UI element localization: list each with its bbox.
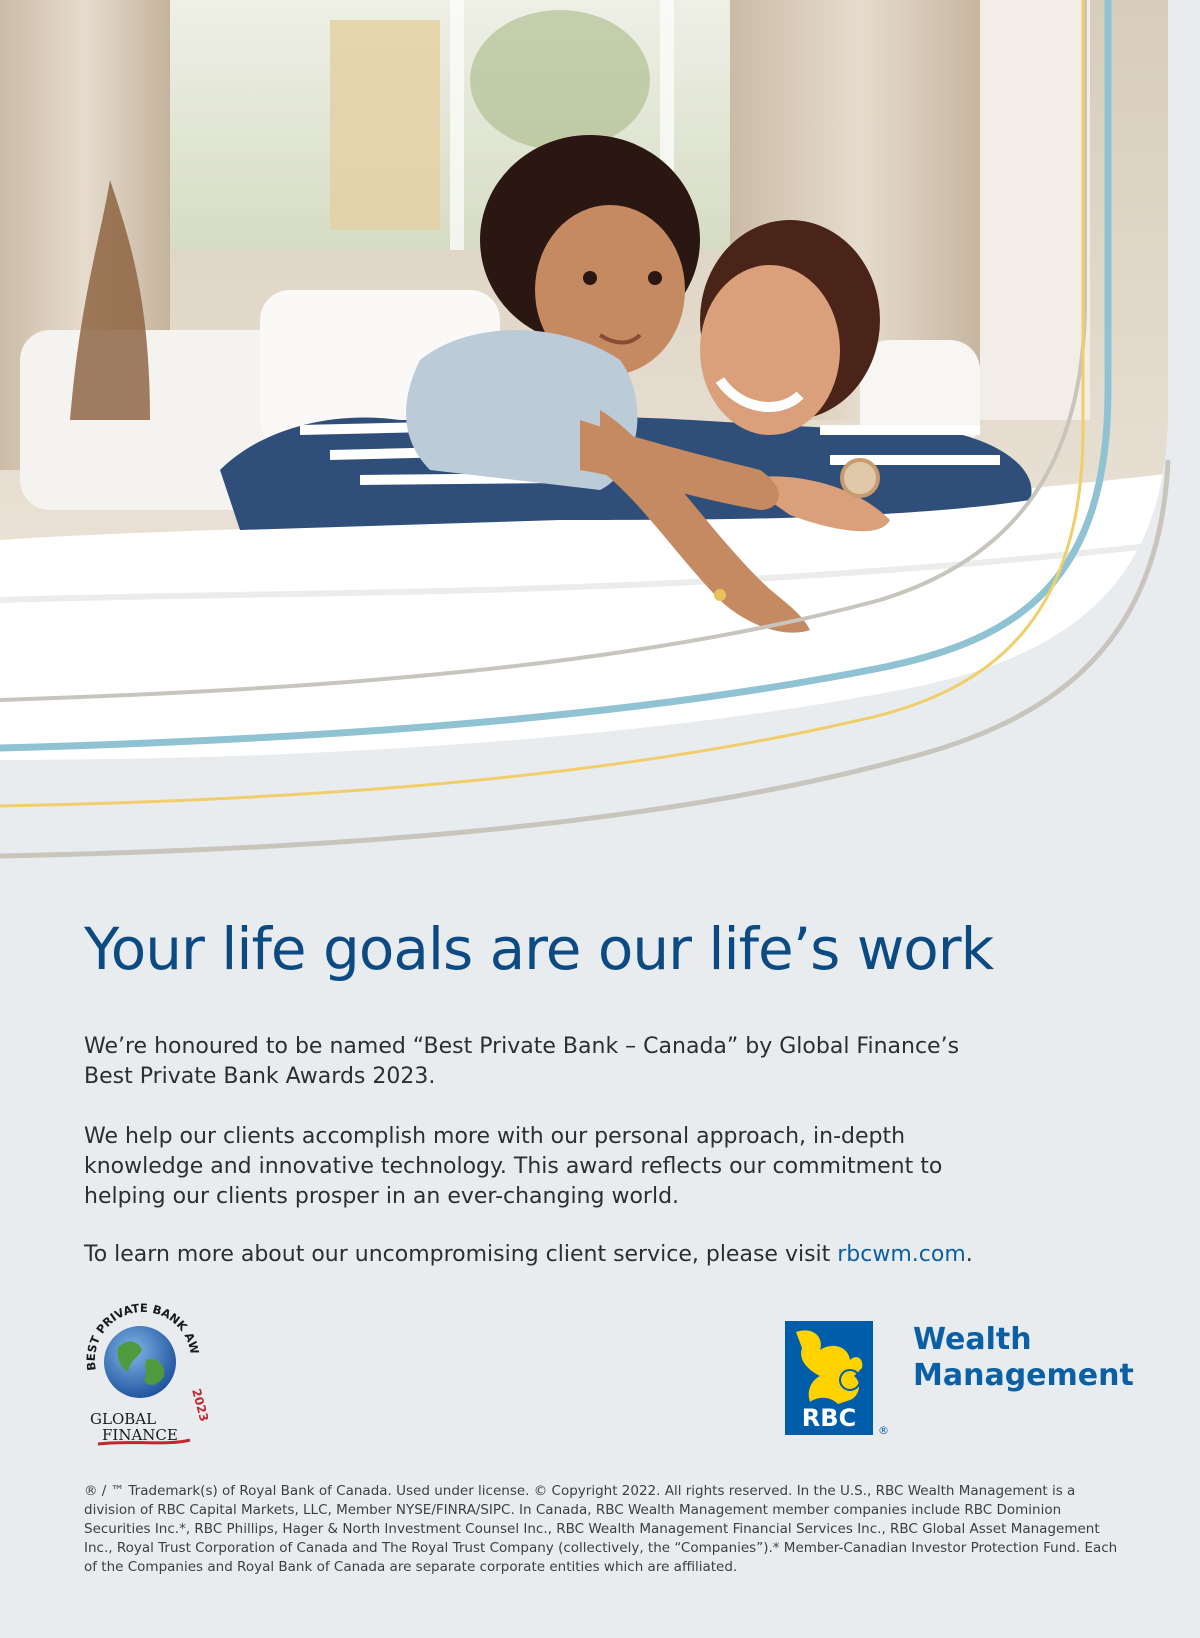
headline: Your life goals are our life’s work bbox=[84, 915, 994, 983]
award-arc-text: BEST PRIVATE BANK AW bbox=[83, 1300, 202, 1372]
registered-mark: ® bbox=[878, 1424, 889, 1437]
approach-line-3: helping our clients prosper in an ever-changing world. bbox=[84, 1184, 680, 1209]
award-brand-line-1: GLOBAL bbox=[90, 1410, 157, 1428]
approach-paragraph bbox=[84, 1122, 984, 1212]
award-line-1: We’re honoured to be named “Best Private Bank – Canada” by Global Finance’s bbox=[84, 1034, 960, 1059]
visit-paragraph bbox=[84, 1240, 984, 1270]
award-year: 2023 bbox=[189, 1387, 208, 1424]
legal-disclaimer: ® / ™ Trademark(s) of Royal Bank of Canada. Used under license. © Copyright 2022. All rights reserved. In the U.S., RBC Wealth Management is a division of RBC Capital Markets, LLC, Member NYSE/FINRA/SIPC. In Canada, RBC Wealth Management member companies include RBC Dominion Securities Inc.*, RBC Phillips, Hager & North Investment Counsel Inc., RBC Wealth Management Financial Services Inc., RBC Global Asset Management Inc., Royal Trust Corporation of Canada and The Royal Trust Company (collectively, the “Companies”).* Member-Canadian Investor Protection Fund. Each of the Companies and Royal Bank of Canada are separate corporate entities which are affiliated. bbox=[84, 1483, 1118, 1575]
rbc-shield-icon bbox=[784, 1320, 894, 1444]
globe-award-icon bbox=[78, 1298, 208, 1446]
visit-prefix: To learn more about our uncompromising client service, please visit bbox=[84, 1242, 838, 1267]
award-line-2: Best Private Bank Awards 2023. bbox=[84, 1064, 436, 1089]
wordmark-line-2: Management bbox=[913, 1358, 1134, 1393]
award-brand-line-2: FINANCE bbox=[102, 1426, 178, 1444]
award-badge bbox=[78, 1298, 208, 1446]
rbc-wordmark: RBC bbox=[801, 1404, 857, 1432]
rbc-logo bbox=[784, 1320, 894, 1444]
award-paragraph bbox=[84, 1032, 984, 1092]
wealth-management-wordmark bbox=[913, 1322, 1134, 1394]
wordmark-line-1: Wealth bbox=[913, 1322, 1032, 1357]
approach-line-1: We help our clients accomplish more with our personal approach, in-depth bbox=[84, 1124, 906, 1149]
website-link[interactable]: rbcwm.com bbox=[837, 1242, 966, 1267]
approach-line-2: knowledge and innovative technology. This award reflects our commitment to bbox=[84, 1154, 943, 1179]
visit-suffix: . bbox=[965, 1242, 973, 1267]
